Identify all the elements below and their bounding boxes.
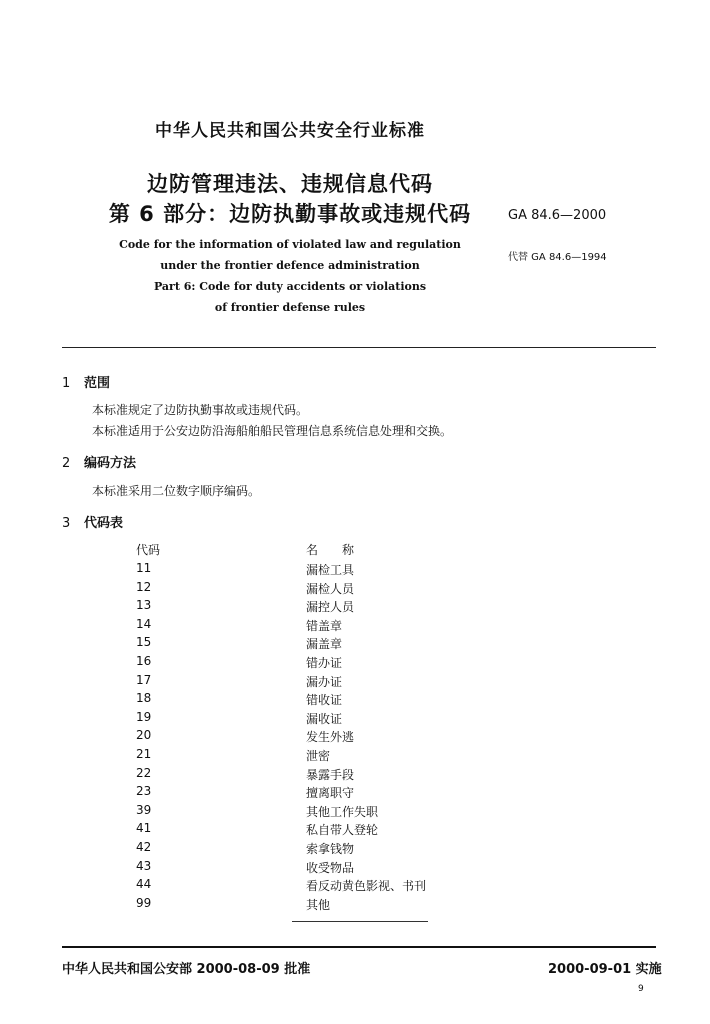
table-row-name: 漏检人员 xyxy=(306,582,355,596)
table-row-code: 20 xyxy=(136,728,152,742)
section-title: 代码表 xyxy=(84,516,124,531)
table-row-name: 错收证 xyxy=(306,693,343,707)
table-row-name: 其他 xyxy=(306,898,331,912)
table-row-code: 14 xyxy=(136,617,152,631)
table-row-name: 发生外逃 xyxy=(306,730,355,744)
table-row-code: 22 xyxy=(136,766,152,780)
table-row-code: 42 xyxy=(136,840,152,854)
section-heading-coding-method xyxy=(62,452,136,471)
footer-divider xyxy=(62,946,656,948)
table-row-name: 看反动黄色影视、书刊 xyxy=(306,879,427,893)
table-row-name: 私自带人登轮 xyxy=(306,823,379,837)
implementation-date: 2000-09-01 实施 xyxy=(548,962,662,977)
page-number: 9 xyxy=(638,984,644,994)
scope-paragraph-1: 本标准规定了边防执勤事故或违规代码。 xyxy=(92,403,309,417)
table-row-code: 19 xyxy=(136,710,152,724)
section-number: 1 xyxy=(62,376,71,391)
document-title-line1: 边防管理违法、违规信息代码 xyxy=(147,172,433,196)
section-heading-code-table xyxy=(62,512,123,531)
table-row-name: 其他工作失职 xyxy=(306,805,379,819)
table-row-name: 漏盖章 xyxy=(306,637,343,651)
table-row-code: 41 xyxy=(136,821,152,835)
table-row-code: 12 xyxy=(136,580,152,594)
replaces-standard: 代替 GA 84.6—1994 xyxy=(508,252,607,263)
table-row-code: 18 xyxy=(136,691,152,705)
table-row-name: 泄密 xyxy=(306,749,331,763)
section-number: 3 xyxy=(62,516,71,531)
section-heading-scope xyxy=(62,372,110,391)
table-row-name: 错办证 xyxy=(306,656,343,670)
table-header-name: 名 称 xyxy=(306,543,355,557)
english-title-line1: Code for the information of violated law and regulation xyxy=(119,238,461,251)
table-row-name: 漏办证 xyxy=(306,675,343,689)
section-title: 编码方法 xyxy=(84,456,137,471)
table-row-name: 暴露手段 xyxy=(306,768,355,782)
table-row-code: 13 xyxy=(136,598,152,612)
approval-note: 中华人民共和国公安部 2000-08-09 批准 xyxy=(62,962,311,977)
table-row-code: 39 xyxy=(136,803,152,817)
english-title-line4: of frontier defense rules xyxy=(214,301,366,314)
table-row-code: 17 xyxy=(136,673,152,687)
table-row-code: 44 xyxy=(136,877,152,891)
coding-method-paragraph: 本标准采用二位数字顺序编码。 xyxy=(92,484,261,498)
english-title-line2: under the frontier defence administration xyxy=(160,259,420,272)
table-row-name: 索拿钱物 xyxy=(306,842,355,856)
section-number: 2 xyxy=(62,456,71,471)
document-title-line2: 第 6 部分：边防执勤事故或违规代码 xyxy=(108,202,472,226)
section-title: 范围 xyxy=(84,376,111,391)
table-row-code: 16 xyxy=(136,654,152,668)
table-row-code: 15 xyxy=(136,635,152,649)
industry-standard-heading: 中华人民共和国公共安全行业标准 xyxy=(155,121,425,141)
table-row-code: 99 xyxy=(136,896,152,910)
header-divider xyxy=(62,347,656,348)
table-end-rule xyxy=(292,921,428,922)
table-row-code: 11 xyxy=(136,561,152,575)
english-title-line3: Part 6: Code for duty accidents or violations xyxy=(153,280,427,293)
table-row-name: 漏控人员 xyxy=(306,600,355,614)
table-row-name: 收受物品 xyxy=(306,861,355,875)
table-row-name: 漏收证 xyxy=(306,712,343,726)
table-row-code: 43 xyxy=(136,859,152,873)
table-row-name: 错盖章 xyxy=(306,619,343,633)
table-row-name: 漏检工具 xyxy=(306,563,355,577)
table-row-name: 擅离职守 xyxy=(306,786,355,800)
table-row-code: 23 xyxy=(136,784,152,798)
scope-paragraph-2: 本标准适用于公安边防沿海船舶船民管理信息系统信息处理和交换。 xyxy=(92,424,453,438)
table-row-code: 21 xyxy=(136,747,152,761)
standard-number: GA 84.6—2000 xyxy=(508,208,607,223)
table-header-code: 代码 xyxy=(136,543,161,557)
